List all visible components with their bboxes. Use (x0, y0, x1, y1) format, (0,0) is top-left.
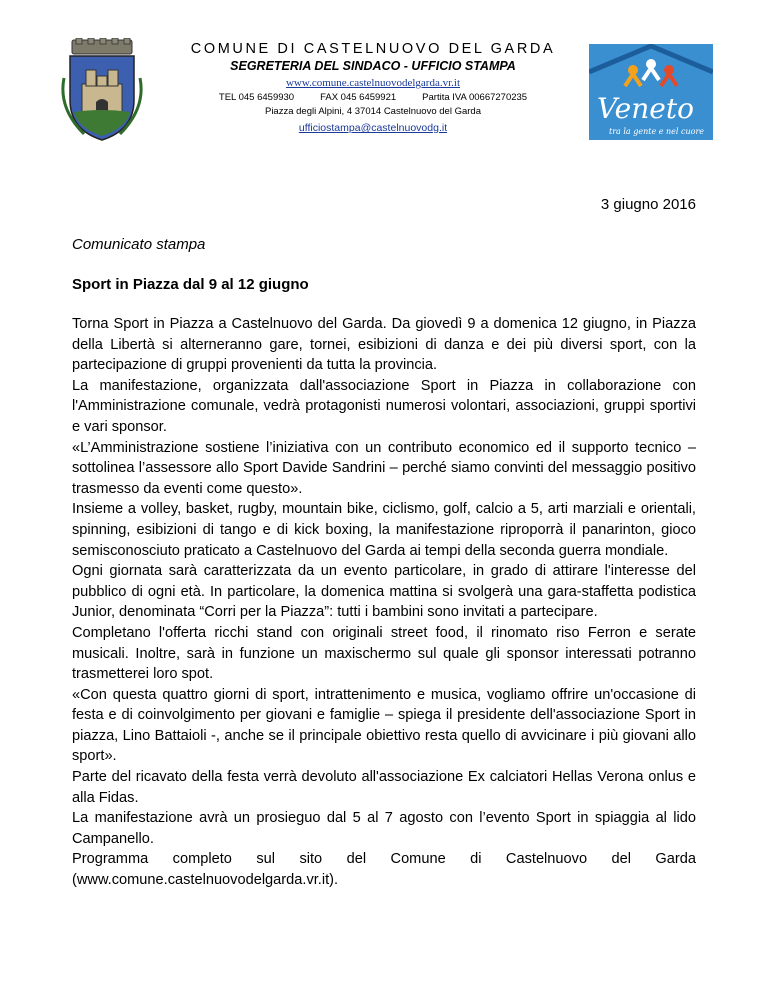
paragraph: La manifestazione, organizzata dall'associazione Sport in Piazza in collaborazione con l'Amministrazione comunale, vedrà protagonisti numerosi volontari, associazioni, gruppi sportivi e vari sponsor. (72, 377, 696, 435)
telephone: TEL 045 6459930 (218, 92, 295, 103)
paragraph: Insieme a volley, basket, rugby, mountain bike, ciclismo, golf, calcio a 5, arti marziali e orientali, spinning, esibizioni di tango e di kick boxing, la manifestazione riproporrà il panarinton, gioco semisconosciuto praticato a Castelnuovo del Garda ai tempi della seconda guerra mondiale. (72, 501, 696, 559)
paragraph: La manifestazione avrà un prosieguo dal 5 al 7 agosto con l’evento Sport in spiaggia al lido Campanello. (72, 810, 696, 847)
document-date: 3 giugno 2016 (600, 196, 696, 213)
press-release-title: Sport in Piazza dal 9 al 12 giugno (72, 276, 309, 293)
paragraph: Parte del ricavato della festa verrà devoluto all'associazione Ex calciatori Hellas Verona onlus e alla Fidas. (72, 769, 696, 806)
contact-line (168, 91, 578, 105)
paragraph: Programma completo sul sito del Comune di Castelnuovo del Garda (www.comune.castelnuovodelgarda.vr.it). (72, 851, 696, 889)
press-release-body (72, 314, 696, 891)
paragraph: «Con questa quattro giorni di sport, intrattenimento e musica, vogliamo offrire un'occasione di festa e di coinvolgimento per giovani e famiglie – spiega il presidente dell'associazione Sport in piazza, Lino Battaioli -, anche se il principale obiettivo resta quello di avvicinare i più giovani allo sport». (72, 686, 696, 765)
paragraph: Torna Sport in Piazza a Castelnuovo del Garda. Da giovedì 9 a domenica 12 giugno, in Piazza della Libertà si alterneranno gare, tornei, esibizioni di danza e dei più diversi sport, con la partecipazione di gruppi provenienti da tutta la provincia. (72, 316, 696, 374)
letterhead (168, 40, 578, 137)
paragraph: «L’Amministrazione sostiene l’iniziativa con un contributo economico ed il supporto tecnico – sottolinea l’assessore allo Sport Davide Sandrini – perché siamo convinti del messaggio positivo trasmesso da eventi come questo». (72, 439, 696, 497)
fax: FAX 045 6459921 (320, 92, 397, 103)
website-link[interactable]: www.comune.castelnuovodelgarda.vr.it (285, 77, 460, 89)
paragraph: Completano l'offerta ricchi stand con originali street food, il rinomato riso Ferron e serate musicali. Inoltre, sarà in funzione un maxischermo sul quale gli sponsor interessati potranno trasmetterei loro spot. (72, 624, 696, 683)
document-type: Comunicato stampa (72, 236, 206, 253)
paragraph: Ogni giornata sarà caratterizzata da un evento particolare, in grado di attirare l'interesse del pubblico di ogni età. In particolare, la domenica mattina si svolgerà una gara-staffetta podistica Junior, denominata “Corri per la Piazza”: tutti i bambini sono invitati a partecipare. (72, 563, 696, 621)
address: Piazza degli Alpini, 4 37014 Castelnuovo del Garda (264, 106, 481, 117)
office-name: SEGRETERIA DEL SINDACO - UFFICIO STAMPA (230, 59, 516, 73)
email-link[interactable]: ufficiostampa@castelnuovodg.it (298, 122, 448, 134)
coat-of-arms-icon (54, 38, 150, 142)
svg-text:Veneto: Veneto (597, 92, 694, 125)
veneto-logo-icon (589, 44, 713, 140)
vat-number: Partita IVA 00667270235 (422, 92, 528, 103)
municipality-name: COMUNE DI CASTELNUOVO DEL GARDA (190, 41, 556, 57)
svg-text:tra la gente e nel cuore: tra la gente e nel cuore (609, 127, 704, 136)
